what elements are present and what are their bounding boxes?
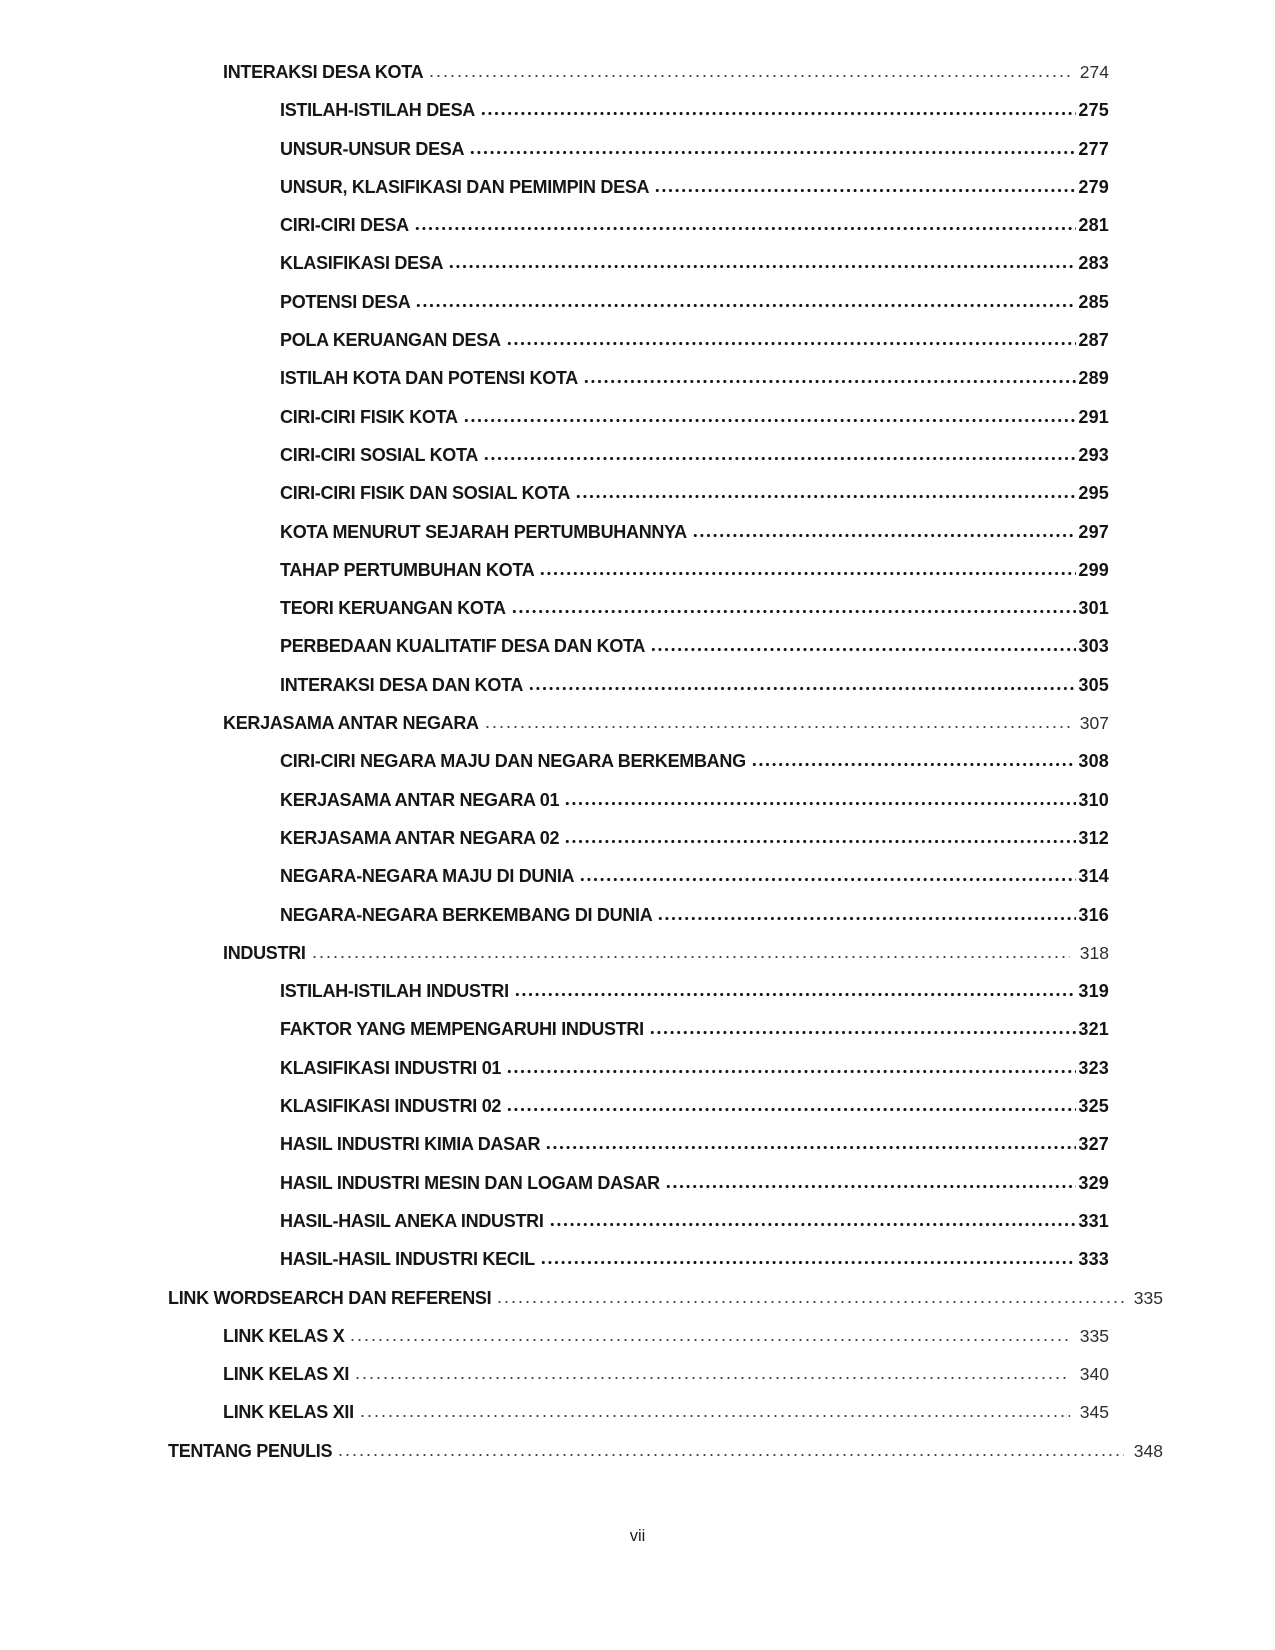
dot-leader: [415, 303, 1076, 308]
toc-list: [0, 53, 1275, 1470]
toc-entry-label: CIRI-CIRI DESA: [280, 215, 409, 236]
toc-entry-label: KERJASAMA ANTAR NEGARA 02: [280, 827, 560, 848]
footer-page-number: vii: [629, 1527, 646, 1545]
toc-entry-label: TENTANG PENULIS: [168, 1440, 333, 1461]
toc-page-number: 283: [1078, 253, 1109, 274]
toc-page-number: 314: [1078, 866, 1109, 887]
toc-row: [0, 1393, 1275, 1431]
dot-leader: [469, 150, 1076, 155]
toc-page-number: 348: [1133, 1440, 1163, 1461]
dot-leader: [484, 725, 1070, 729]
page-footer: [0, 1527, 1275, 1546]
toc-row: [0, 1087, 1275, 1125]
dot-leader: [649, 1030, 1077, 1035]
toc-entry-label: CIRI-CIRI FISIK KOTA: [280, 406, 458, 427]
toc-page-number: 345: [1079, 1402, 1109, 1423]
dot-leader: [414, 226, 1077, 231]
toc-page-number: 308: [1078, 751, 1109, 772]
toc-row: [0, 1010, 1275, 1048]
dot-leader: [506, 341, 1077, 346]
toc-row: [0, 972, 1275, 1010]
toc-entry-label: KLASIFIKASI DESA: [280, 253, 444, 274]
toc-row: [0, 1125, 1275, 1163]
toc-entry-label: LINK WORDSEARCH DAN REFERENSI: [168, 1287, 492, 1308]
toc-row: [0, 1317, 1275, 1355]
toc-row: [0, 1049, 1275, 1087]
toc-entry-label: NEGARA-NEGARA MAJU DI DUNIA: [280, 866, 575, 887]
toc-row: [0, 627, 1275, 665]
toc-entry-label: UNSUR-UNSUR DESA: [280, 138, 465, 159]
toc-row: [0, 130, 1275, 168]
dot-leader: [428, 74, 1069, 78]
toc-row: [0, 168, 1275, 206]
toc-row: [0, 781, 1275, 819]
toc-entry-label: HASIL-HASIL INDUSTRI KECIL: [280, 1249, 535, 1270]
toc-row: [0, 398, 1275, 436]
toc-page-number: 340: [1079, 1364, 1109, 1385]
toc-entry-label: ISTILAH KOTA DAN POTENSI KOTA: [280, 368, 578, 389]
toc-entry-label: KLASIFIKASI INDUSTRI 01: [280, 1057, 502, 1078]
toc-page-number: 291: [1078, 406, 1109, 427]
toc-entry-label: CIRI-CIRI FISIK DAN SOSIAL KOTA: [280, 483, 571, 504]
toc-entry-label: FAKTOR YANG MEMPENGARUHI INDUSTRI: [280, 1019, 644, 1040]
toc-page-number: 319: [1078, 981, 1109, 1002]
dot-leader: [579, 877, 1076, 882]
dot-leader: [665, 1184, 1076, 1189]
dot-leader: [650, 647, 1076, 652]
toc-entry-label: INDUSTRI: [223, 942, 306, 963]
toc-page-number: 305: [1078, 674, 1109, 695]
toc-page-number: 303: [1078, 636, 1109, 657]
toc-row: [0, 474, 1275, 512]
toc-page-number: 321: [1078, 1019, 1109, 1040]
toc-entry-label: HASIL-HASIL ANEKA INDUSTRI: [280, 1210, 544, 1231]
toc-entry-label: CIRI-CIRI NEGARA MAJU DAN NEGARA BERKEMBANG: [280, 751, 746, 772]
toc-page-number: 316: [1078, 904, 1109, 925]
toc-page-number: 333: [1078, 1249, 1109, 1270]
toc-entry-label: HASIL INDUSTRI KIMIA DASAR: [280, 1134, 541, 1155]
dot-leader: [349, 1338, 1069, 1342]
toc-row: [0, 857, 1275, 895]
toc-page-number: 295: [1078, 483, 1109, 504]
toc-page-number: 293: [1078, 444, 1109, 465]
toc-row: [0, 666, 1275, 704]
toc-entry-label: ISTILAH-ISTILAH INDUSTRI: [280, 981, 509, 1002]
dot-leader: [545, 1145, 1076, 1150]
toc-page-number: 287: [1078, 330, 1109, 351]
toc-page-number: 323: [1078, 1057, 1109, 1078]
toc-row: [0, 513, 1275, 551]
toc-row: [0, 436, 1275, 474]
toc-entry-label: POLA KERUANGAN DESA: [280, 330, 501, 351]
toc-entry-label: LINK KELAS X: [223, 1325, 345, 1346]
dot-leader: [540, 1260, 1076, 1265]
dot-leader: [496, 1300, 1123, 1304]
toc-entry-label: LINK KELAS XI: [223, 1364, 350, 1385]
toc-entry-label: KERJASAMA ANTAR NEGARA 01: [280, 789, 560, 810]
toc-entry-label: CIRI-CIRI SOSIAL KOTA: [280, 444, 479, 465]
toc-entry-label: INTERAKSI DESA DAN KOTA: [280, 674, 524, 695]
toc-row: [0, 53, 1275, 91]
toc-entry-label: INTERAKSI DESA KOTA: [223, 62, 424, 82]
dot-leader: [549, 1222, 1077, 1227]
dot-leader: [539, 571, 1076, 576]
toc-page-number: 275: [1078, 100, 1109, 121]
toc-page-number: 297: [1078, 521, 1109, 542]
toc-page-number: 307: [1079, 713, 1109, 734]
toc-entry-label: POTENSI DESA: [280, 291, 411, 312]
toc-row: [0, 551, 1275, 589]
toc-row: [0, 1355, 1275, 1393]
toc-row: [0, 283, 1275, 321]
toc-page-number: 335: [1079, 1325, 1109, 1346]
dot-leader: [354, 1376, 1070, 1380]
toc-row: [0, 934, 1275, 972]
toc-entry-label: KLASIFIKASI INDUSTRI 02: [280, 1096, 502, 1117]
toc-row: [0, 244, 1275, 282]
toc-entry-label: TEORI KERUANGAN KOTA: [280, 598, 506, 619]
toc-entry-label: LINK KELAS XII: [223, 1402, 354, 1423]
dot-leader: [564, 839, 1076, 844]
toc-row: [0, 819, 1275, 857]
toc-row: [0, 206, 1275, 244]
dot-leader: [583, 379, 1076, 384]
toc-page-number: 329: [1078, 1172, 1109, 1193]
toc-entry-label: PERBEDAAN KUALITATIF DESA DAN KOTA: [280, 636, 646, 657]
toc-row: [0, 321, 1275, 359]
dot-leader: [692, 533, 1077, 538]
toc-row: [0, 1279, 1275, 1317]
dot-leader: [654, 188, 1076, 193]
dot-leader: [564, 801, 1076, 806]
dot-leader: [751, 762, 1077, 767]
toc-page-number: 301: [1078, 598, 1109, 619]
toc-row: [0, 91, 1275, 129]
dot-leader: [448, 264, 1076, 269]
toc-row: [0, 589, 1275, 627]
toc-page-number: 281: [1078, 215, 1109, 236]
toc-row: [0, 1164, 1275, 1202]
toc-entry-label: UNSUR, KLASIFIKASI DAN PEMIMPIN DESA: [280, 176, 650, 197]
toc-row: [0, 896, 1275, 934]
dot-leader: [359, 1414, 1070, 1418]
dot-leader: [575, 494, 1076, 499]
dot-leader: [480, 111, 1076, 116]
toc-entry-label: ISTILAH-ISTILAH DESA: [280, 100, 475, 121]
toc-page-number: 299: [1078, 559, 1109, 580]
toc-page-number: 318: [1079, 942, 1109, 963]
dot-leader: [311, 955, 1070, 959]
toc-page-number: 279: [1078, 176, 1109, 197]
toc-entry-label: HASIL INDUSTRI MESIN DAN LOGAM DASAR: [280, 1172, 660, 1193]
toc-page-number: 325: [1078, 1096, 1109, 1117]
toc-row: [0, 1202, 1275, 1240]
dot-leader: [511, 609, 1077, 614]
dot-leader: [514, 992, 1077, 997]
toc-entry-label: NEGARA-NEGARA BERKEMBANG DI DUNIA: [280, 904, 653, 925]
toc-row: [0, 1432, 1275, 1470]
dot-leader: [463, 418, 1077, 423]
toc-entry-label: KOTA MENURUT SEJARAH PERTUMBUHANNYA: [280, 521, 687, 542]
dot-leader: [506, 1069, 1076, 1074]
dot-leader: [657, 916, 1076, 921]
dot-leader: [337, 1453, 1124, 1457]
dot-leader: [506, 1107, 1076, 1112]
toc-row: [0, 1240, 1275, 1278]
toc-row: [0, 704, 1275, 742]
toc-page-number: 312: [1078, 827, 1109, 848]
toc-page-number: 274: [1079, 62, 1109, 82]
toc-page-number: 277: [1078, 138, 1109, 159]
toc-page-number: 327: [1078, 1134, 1109, 1155]
toc-page-number: 289: [1078, 368, 1109, 389]
toc-row: [0, 359, 1275, 397]
toc-page-number: 310: [1078, 789, 1109, 810]
toc-row: [0, 742, 1275, 780]
dot-leader: [483, 456, 1076, 461]
toc-page-number: 331: [1078, 1210, 1109, 1231]
toc-entry-label: KERJASAMA ANTAR NEGARA: [223, 713, 479, 734]
toc-page-number: 335: [1133, 1287, 1163, 1308]
toc-page-number: 285: [1078, 291, 1109, 312]
toc-entry-label: TAHAP PERTUMBUHAN KOTA: [280, 559, 535, 580]
dot-leader: [528, 686, 1076, 691]
